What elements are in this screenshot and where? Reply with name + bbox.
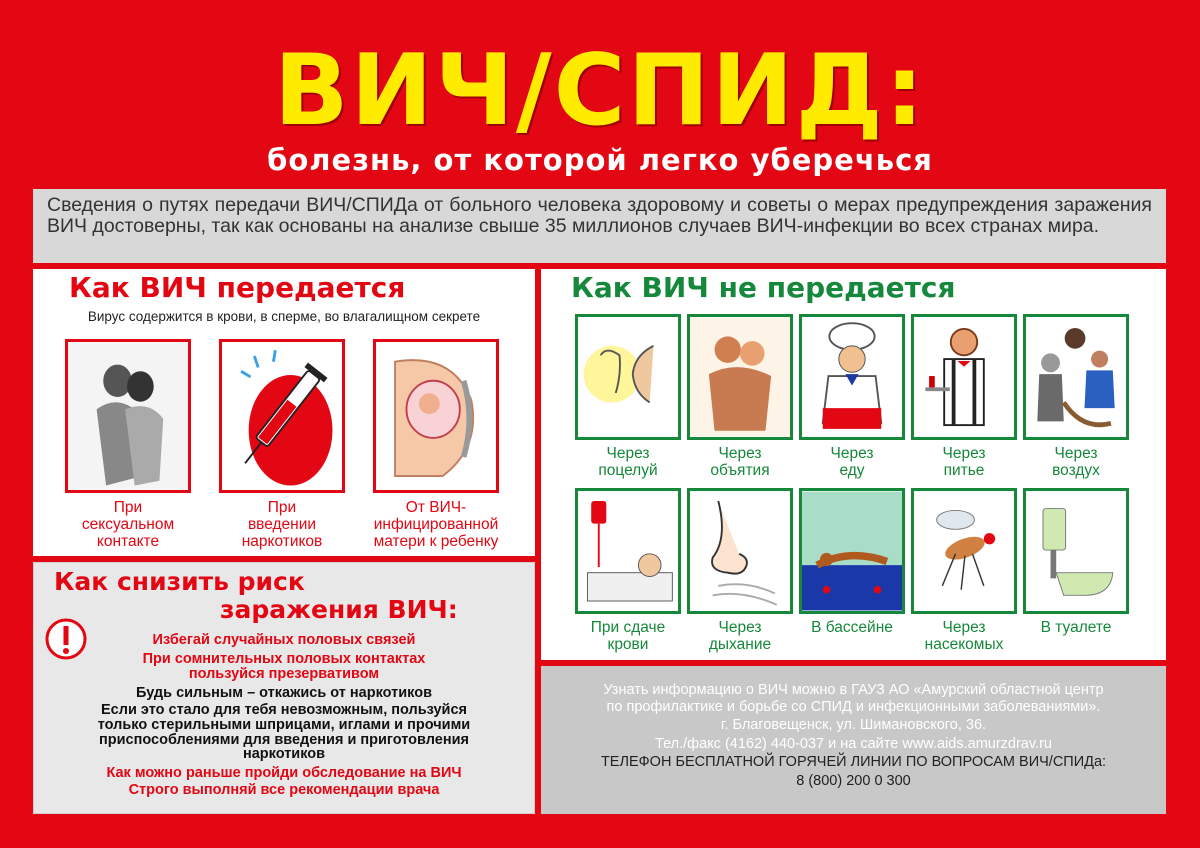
risk-line-6: только стерильными шприцами, иглами и прочими xyxy=(97,717,471,733)
transmitted-heading: Как ВИЧ передается xyxy=(69,271,406,304)
hug-icon xyxy=(687,314,793,440)
caption-mother: От ВИЧ- инфицированной матери к ребенку xyxy=(373,499,499,550)
waiter-icon xyxy=(911,314,1017,440)
mosquito-icon xyxy=(911,488,1017,614)
risk-line-5: Если это стало для тебя невозможным, пользуйся xyxy=(101,702,467,718)
hotline-label: ТЕЛЕФОН БЕСПЛАТНОЙ ГОРЯЧЕЙ ЛИНИИ ПО ВОПРОСАМ ВИЧ/СПИДа: xyxy=(600,754,1107,770)
syringe-icon xyxy=(219,339,345,493)
caption-toilet: В туалете xyxy=(1040,619,1112,636)
family-icon xyxy=(1023,314,1129,440)
risk-line-2: При сомнительных половых контактах xyxy=(142,651,426,667)
chef-icon xyxy=(799,314,905,440)
caption-kiss: Через поцелуй xyxy=(598,445,658,479)
kiss-icon xyxy=(575,314,681,440)
intro-text: Сведения о путях передачи ВИЧ/СПИДа от больного человека здоровому и советы о мерах предупреждения заражения ВИЧ достоверны, так как основаны на анализе свыше 35 миллионов случаев ВИЧ-инфекции во всех странах мира. xyxy=(33,189,1166,263)
risk-heading-line1: Как снизить риск xyxy=(54,567,305,596)
pregnancy-icon xyxy=(373,339,499,493)
risk-line-9: Как можно раньше пройди обследование на ВИЧ xyxy=(106,765,462,781)
risk-line-10: Строго выполняй все рекомендации врача xyxy=(128,782,440,798)
caption-food: Через еду xyxy=(830,445,874,479)
risk-panel xyxy=(33,562,535,814)
risk-heading-line2: заражения ВИЧ: xyxy=(220,595,458,624)
contact-address: г. Благовещенск, ул. Шимановского, 36. xyxy=(720,717,987,733)
not-transmitted-panel xyxy=(541,269,1166,660)
toilet-icon xyxy=(1023,488,1129,614)
caption-air: Через воздух xyxy=(1052,445,1100,479)
blood-transfusion-icon xyxy=(575,488,681,614)
transmitted-panel xyxy=(33,269,535,556)
caption-sexual: При сексуальном контакте xyxy=(81,499,175,550)
transmitted-note: Вирус содержится в крови, в сперме, во влагалищном секрете xyxy=(87,309,481,324)
not-transmitted-heading: Как ВИЧ не передается xyxy=(571,271,956,304)
risk-line-8: наркотиков xyxy=(242,746,326,762)
caption-drink: Через питье xyxy=(942,445,986,479)
contact-panel xyxy=(541,666,1166,814)
caption-hug: Через объятия xyxy=(710,445,770,479)
hotline-number: 8 (800) 200 0 300 xyxy=(796,773,911,789)
swimmer-icon xyxy=(799,488,905,614)
risk-line-1: Избегай случайных половых связей xyxy=(152,632,416,648)
couple-icon xyxy=(65,339,191,493)
contact-line-2: по профилактике и борьбе со СПИД и инфекционными заболеваниями». xyxy=(606,699,1101,715)
caption-drugs: При введении наркотиков xyxy=(241,499,323,550)
nose-icon xyxy=(687,488,793,614)
risk-line-7: приспособлениями для введения и приготовления xyxy=(99,732,469,748)
poster-title: ВИЧ/СПИД: xyxy=(273,34,927,148)
caption-insects: Через насекомых xyxy=(924,619,1004,653)
poster-subtitle: болезнь, от которой легко уберечься xyxy=(267,143,933,177)
contact-phone-site: Тел./факс (4162) 440-037 и на сайте www.aids.amurzdrav.ru xyxy=(655,736,1052,752)
caption-pool: В бассейне xyxy=(811,619,893,636)
caption-breath: Через дыхание xyxy=(708,619,772,653)
risk-line-4: Будь сильным – откажись от наркотиков xyxy=(135,685,432,701)
contact-line-1: Узнать информацию о ВИЧ можно в ГАУЗ АО «Амурский областной центр xyxy=(603,682,1104,698)
risk-line-3: пользуйся презервативом xyxy=(188,666,380,682)
caption-blood: При сдаче крови xyxy=(590,619,666,653)
